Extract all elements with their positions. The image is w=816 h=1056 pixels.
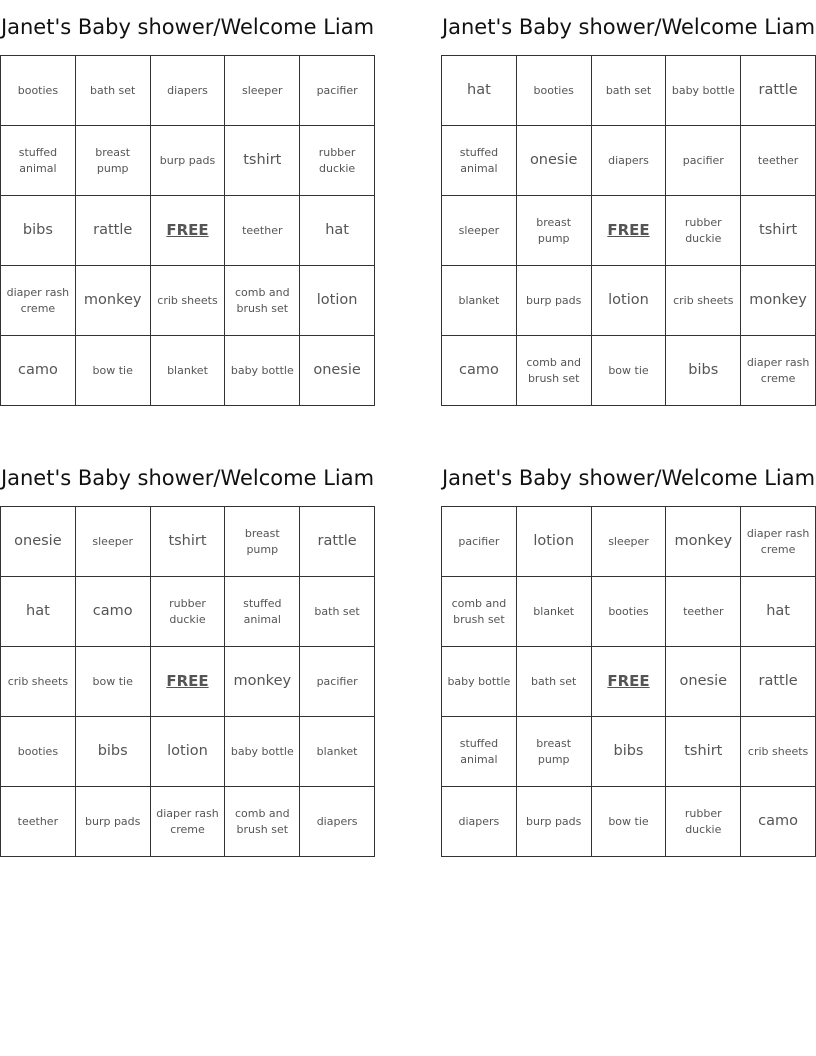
free-space-cell: FREE xyxy=(592,647,667,717)
bingo-cell: diapers xyxy=(592,126,667,196)
bingo-cell: burp pads xyxy=(76,787,151,857)
bingo-cell: sleeper xyxy=(442,196,517,266)
bingo-cell: onesie xyxy=(300,336,375,406)
bingo-cell: diapers xyxy=(151,56,226,126)
bingo-cell: tshirt xyxy=(741,196,816,266)
bingo-cell: rattle xyxy=(76,196,151,266)
bingo-cell: rattle xyxy=(741,56,816,126)
bingo-cell: hat xyxy=(1,577,76,647)
bingo-cell: comb and brush set xyxy=(442,577,517,647)
bingo-cell: monkey xyxy=(225,647,300,717)
bingo-cell: diaper rash creme xyxy=(1,266,76,336)
bingo-cell: comb and brush set xyxy=(225,266,300,336)
bingo-cell: crib sheets xyxy=(666,266,741,336)
bingo-cell: lotion xyxy=(151,717,226,787)
bingo-cell: pacifier xyxy=(300,56,375,126)
free-space-cell: FREE xyxy=(151,196,226,266)
bingo-cell: tshirt xyxy=(225,126,300,196)
bingo-cell: hat xyxy=(741,577,816,647)
bingo-grid xyxy=(0,55,375,406)
bingo-cell: bath set xyxy=(592,56,667,126)
bingo-cell: sleeper xyxy=(76,507,151,577)
bingo-cell: lotion xyxy=(592,266,667,336)
bingo-cell: bow tie xyxy=(76,336,151,406)
bingo-cell: booties xyxy=(592,577,667,647)
bingo-cell: rattle xyxy=(741,647,816,717)
bingo-cell: burp pads xyxy=(517,787,592,857)
bingo-cell: pacifier xyxy=(666,126,741,196)
bingo-card-4 xyxy=(441,451,816,857)
bingo-cell: bibs xyxy=(592,717,667,787)
card-title: Janet's Baby shower/Welcome Liam xyxy=(0,466,375,490)
bingo-cell: baby bottle xyxy=(225,717,300,787)
bingo-cell: bow tie xyxy=(76,647,151,717)
bingo-cell: pacifier xyxy=(442,507,517,577)
bingo-cell: rubber duckie xyxy=(666,196,741,266)
bingo-cell: camo xyxy=(442,336,517,406)
bingo-cell: booties xyxy=(1,56,76,126)
bingo-cell: teether xyxy=(741,126,816,196)
bingo-cell: bow tie xyxy=(592,336,667,406)
free-space-cell: FREE xyxy=(592,196,667,266)
bingo-cell: breast pump xyxy=(225,507,300,577)
bingo-card-1 xyxy=(0,0,375,406)
bingo-cell: diapers xyxy=(442,787,517,857)
bingo-cell: hat xyxy=(300,196,375,266)
card-title: Janet's Baby shower/Welcome Liam xyxy=(0,15,375,39)
bingo-cell: blanket xyxy=(151,336,226,406)
card-title: Janet's Baby shower/Welcome Liam xyxy=(441,15,816,39)
bingo-cell: comb and brush set xyxy=(225,787,300,857)
bingo-cell: bath set xyxy=(76,56,151,126)
bingo-cell: diaper rash creme xyxy=(741,507,816,577)
bingo-cell: baby bottle xyxy=(666,56,741,126)
bingo-cell: teether xyxy=(225,196,300,266)
bingo-cell: diaper rash creme xyxy=(151,787,226,857)
bingo-cell: sleeper xyxy=(592,507,667,577)
bingo-cell: burp pads xyxy=(517,266,592,336)
bingo-cell: onesie xyxy=(666,647,741,717)
bingo-cell: camo xyxy=(741,787,816,857)
bingo-cell: tshirt xyxy=(666,717,741,787)
bingo-cell: camo xyxy=(76,577,151,647)
bingo-cell: sleeper xyxy=(225,56,300,126)
bingo-cell: stuffed animal xyxy=(225,577,300,647)
bingo-cell: crib sheets xyxy=(151,266,226,336)
bingo-cell: teether xyxy=(1,787,76,857)
bingo-cell: tshirt xyxy=(151,507,226,577)
bingo-cell: hat xyxy=(442,56,517,126)
bingo-cell: booties xyxy=(1,717,76,787)
bingo-cell: comb and brush set xyxy=(517,336,592,406)
bingo-cell: stuffed animal xyxy=(442,717,517,787)
bingo-cell: blanket xyxy=(442,266,517,336)
bingo-cell: stuffed animal xyxy=(442,126,517,196)
bingo-cell: teether xyxy=(666,577,741,647)
bingo-cell: camo xyxy=(1,336,76,406)
bingo-cell: bibs xyxy=(76,717,151,787)
bingo-cell: monkey xyxy=(741,266,816,336)
bingo-cell: baby bottle xyxy=(442,647,517,717)
bingo-cell: crib sheets xyxy=(1,647,76,717)
bingo-card-2 xyxy=(441,0,816,406)
card-title: Janet's Baby shower/Welcome Liam xyxy=(441,466,816,490)
bingo-cell: monkey xyxy=(666,507,741,577)
bingo-cell: onesie xyxy=(517,126,592,196)
bingo-cell: pacifier xyxy=(300,647,375,717)
bingo-cell: lotion xyxy=(300,266,375,336)
bingo-cell: diapers xyxy=(300,787,375,857)
bingo-cell: rattle xyxy=(300,507,375,577)
bingo-cell: baby bottle xyxy=(225,336,300,406)
bingo-cell: bibs xyxy=(666,336,741,406)
bingo-grid xyxy=(0,506,375,857)
bingo-cell: rubber duckie xyxy=(666,787,741,857)
bingo-cell: lotion xyxy=(517,507,592,577)
bingo-cell: burp pads xyxy=(151,126,226,196)
bingo-cell: rubber duckie xyxy=(300,126,375,196)
bingo-cell: crib sheets xyxy=(741,717,816,787)
bingo-cell: rubber duckie xyxy=(151,577,226,647)
bingo-cell: breast pump xyxy=(76,126,151,196)
bingo-cell: bath set xyxy=(300,577,375,647)
bingo-cell: diaper rash creme xyxy=(741,336,816,406)
bingo-cell: booties xyxy=(517,56,592,126)
bingo-cell: monkey xyxy=(76,266,151,336)
bingo-grid xyxy=(441,506,816,857)
bingo-grid xyxy=(441,55,816,406)
bingo-cell: onesie xyxy=(1,507,76,577)
bingo-cell: bath set xyxy=(517,647,592,717)
bingo-cell: blanket xyxy=(517,577,592,647)
bingo-cell: stuffed animal xyxy=(1,126,76,196)
bingo-cell: blanket xyxy=(300,717,375,787)
free-space-cell: FREE xyxy=(151,647,226,717)
bingo-cell: bow tie xyxy=(592,787,667,857)
bingo-card-3 xyxy=(0,451,375,857)
bingo-cell: breast pump xyxy=(517,717,592,787)
bingo-cell: breast pump xyxy=(517,196,592,266)
bingo-cell: bibs xyxy=(1,196,76,266)
